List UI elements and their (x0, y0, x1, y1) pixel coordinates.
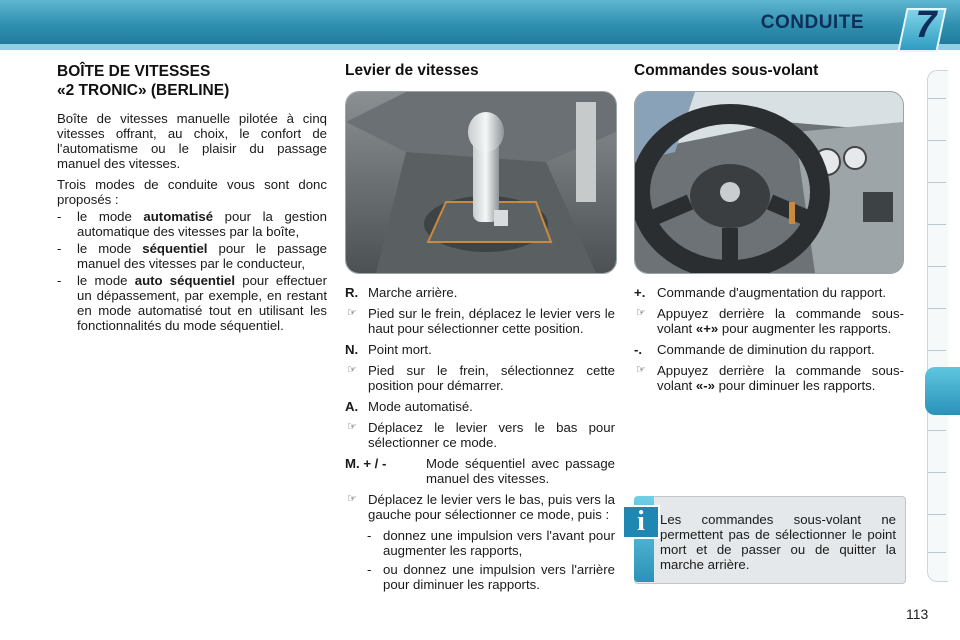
tab-divider (928, 430, 946, 431)
steering-controls-instructions (634, 285, 904, 399)
instruction-row: A. Mode automatisé. (345, 399, 473, 414)
tab-divider (928, 182, 946, 183)
tab-divider (928, 350, 946, 351)
section-title-line2: «2 TRONIC» (BERLINE) (57, 82, 230, 99)
steering-controls-title: Commandes sous-volant (634, 62, 819, 79)
gear-lever-title: Levier de vitesses (345, 62, 479, 79)
pointing-hand-icon: ☞ (347, 307, 357, 319)
chapter-tabs (927, 70, 948, 582)
section-title-line1: BOÎTE DE VITESSES (57, 63, 211, 80)
tab-divider (928, 472, 946, 473)
gear-lever-instructions (345, 285, 615, 596)
pointing-hand-icon: ☞ (347, 364, 357, 376)
tab-divider (928, 514, 946, 515)
sub-instruction: - ou donnez une impulsion vers l'arrière pour diminuer les rapports. (367, 562, 615, 592)
tab-divider (928, 308, 946, 309)
instruction-row: M. + / - Mode séquentiel avec passage manuel des vitesses. (345, 456, 615, 486)
instruction-row: ☞ Déplacez le levier vers le bas, puis vers la gauche pour sélectionner ce mode, puis : (347, 492, 615, 522)
page-number: 113 (906, 606, 929, 622)
instruction-row: ☞ Pied sur le frein, déplacez le levier vers le haut pour sélectionner cette position. (347, 306, 615, 336)
instruction-row: ☞ Pied sur le frein, sélectionnez cette position pour démarrer. (347, 363, 615, 393)
section-title (57, 62, 327, 100)
active-chapter-tab[interactable] (925, 367, 960, 415)
mode-list-item: - le mode séquentiel pour le passage manuel des vitesses par le conducteur, (57, 241, 327, 271)
chapter-number: 7 (915, 4, 937, 46)
chapter-title: CONDUITE (760, 12, 864, 33)
steering-wheel-photo (634, 91, 904, 274)
pointing-hand-icon: ☞ (347, 493, 357, 505)
pointing-hand-icon: ☞ (636, 364, 646, 376)
mode-list-item: - le mode auto séquentiel pour effectuer un dépassement, par exemple, en restant en mode automatisé tout en utilisant les fonctionnalités du mode séquentiel. (57, 273, 327, 333)
pointing-hand-icon: ☞ (347, 421, 357, 433)
mode-list-item: - le mode automatisé pour la gestion automatique des vitesses par la boîte, (57, 209, 327, 239)
modes-intro: Trois modes de conduite vous sont donc proposés : (57, 177, 327, 207)
info-icon: i (622, 505, 660, 539)
gearbox-intro-column (57, 62, 327, 335)
gear-lever-illustration (346, 92, 616, 273)
tab-divider (928, 224, 946, 225)
intro-paragraph: Boîte de vitesses manuelle pilotée à cinq vitesses offrant, au choix, le confort de l'automatisme ou le plaisir du passage manuel des vitesses. (57, 111, 327, 171)
instruction-row: N. Point mort. (345, 342, 432, 357)
tab-divider (928, 266, 946, 267)
instruction-row: +. Commande d'augmentation du rapport. (634, 285, 887, 300)
sub-instruction: - donnez une impulsion vers l'avant pour augmenter les rapports, (367, 528, 615, 558)
instruction-row: -. Commande de diminution du rapport. (634, 342, 875, 357)
pointing-hand-icon: ☞ (636, 307, 646, 319)
instruction-row: ☞ Appuyez derrière la commande sous-volant «+» pour augmenter les rapports. (636, 306, 904, 336)
tab-divider (928, 98, 946, 99)
tab-divider (928, 552, 946, 553)
instruction-row: R. Marche arrière. (345, 285, 458, 300)
info-text: Les commandes sous-volant ne permettent pas de sélectionner le point mort et de passer ou de quitter la marche arrière. (660, 512, 896, 572)
instruction-row: ☞ Appuyez derrière la commande sous-volant «-» pour diminuer les rapports. (636, 363, 904, 393)
tab-divider (928, 140, 946, 141)
steering-wheel-illustration (635, 92, 903, 273)
gear-lever-photo (345, 91, 617, 274)
instruction-row: ☞ Déplacez le levier vers le bas pour sélectionner ce mode. (347, 420, 615, 450)
header-stripe (0, 44, 960, 50)
